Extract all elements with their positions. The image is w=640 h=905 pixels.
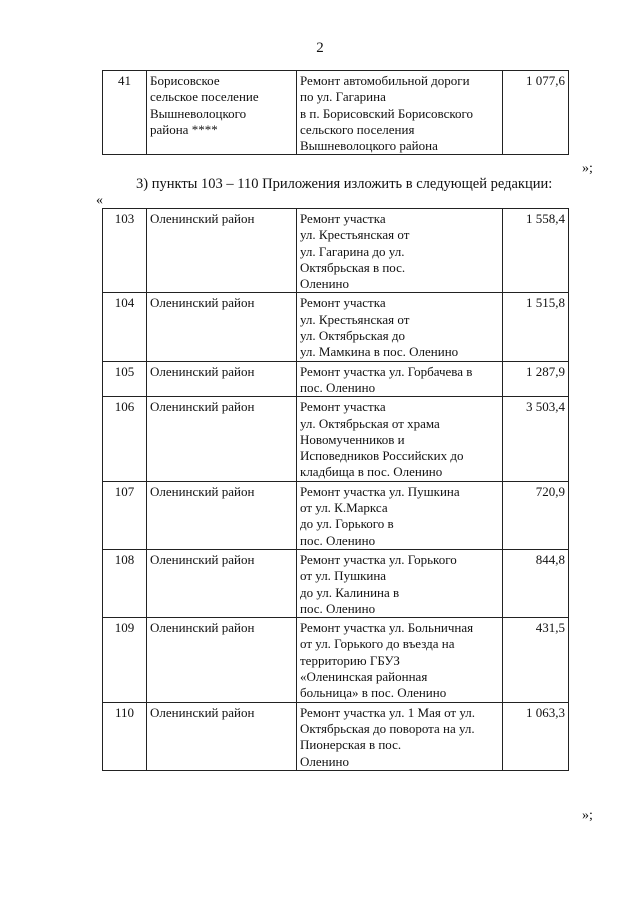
work-description [297,549,503,617]
closing-quote-bottom: »; [582,808,593,823]
cell-line: от ул. К.Маркса [300,500,388,516]
item-number: 106 [103,397,147,481]
cell-line: до ул. Калинина в [300,584,400,600]
amount-cell: 1 287,9 [503,361,569,397]
table-row [103,209,569,293]
opening-quote: « [96,193,103,208]
cell-line: от ул. Пушкина [300,568,387,584]
cell-line: ул. Октябрьская от храма [300,415,440,431]
amount-cell: 1 515,8 [503,293,569,361]
cell-line: Ремонт автомобильной дороги [300,73,470,88]
work-description [297,209,503,293]
work-description [297,293,503,361]
cell-line: ул. Мамкина в пос. Оленино [300,344,459,360]
amount-cell: 431,5 [503,618,569,702]
district-cell: Оленинский район [147,702,297,770]
cell-line: территорию ГБУЗ [300,652,400,668]
item-number: 108 [103,549,147,617]
cell-line: Октябрьская в пос. [300,259,406,275]
cell-line: Исповедников Российских до [300,448,464,464]
amount-cell: 720,9 [503,481,569,549]
cell-line: в п. Борисовский Борисовского [300,105,474,121]
work-description [297,397,503,481]
table-row [103,71,569,155]
cell-line: сельского поселения [300,121,415,137]
cell-line: Новомученников и [300,431,405,447]
district-cell [147,71,297,155]
cell-line: Вышневолоцкого района [300,138,438,154]
item-number: 105 [103,361,147,397]
page-number: 2 [316,40,324,56]
work-description [297,618,503,702]
work-description [297,702,503,770]
table-row [103,397,569,481]
table-row [103,549,569,617]
item-number: 110 [103,702,147,770]
closing-quote-top: »; [582,161,593,176]
work-description [297,361,503,397]
cell-line: Ремонт участка ул. 1 Мая от ул. [300,704,475,720]
cell-line: кладбища в пос. Оленино [300,464,443,480]
cell-line: Пионерская в пос. [300,737,402,753]
top-table [102,70,569,155]
cell-line: Ремонт участка [300,211,386,226]
cell-line: Ремонт участка ул. Больничная [300,620,474,636]
cell-line: Октябрьская до поворота на ул. [300,720,475,736]
cell-line: по ул. Гагарина [300,89,386,105]
table-row [103,702,569,770]
cell-line: Ремонт участка ул. Пушкина [300,483,460,499]
work-description [297,481,503,549]
cell-line: до ул. Горького в [300,516,394,532]
item-number: 109 [103,618,147,702]
cell-line: Борисовское [150,73,220,88]
cell-line: сельское поселение [150,89,259,105]
cell-line: «Оленинская районная [300,669,428,685]
district-cell: Оленинский район [147,361,297,397]
amount-cell: 1 077,6 [503,71,569,155]
work-description [297,71,503,155]
cell-line: Вышневолоцкого [150,105,247,121]
table-row [103,481,569,549]
cell-line: Ремонт участка [300,399,386,415]
item-number: 103 [103,209,147,293]
cell-line: от ул. Горького до въезда на [300,636,455,652]
item-number: 104 [103,293,147,361]
district-cell: Оленинский район [147,549,297,617]
instruction-text: 3) пункты 103 – 110 Приложения изложить в следующей редакции: [136,176,553,192]
main-table [102,208,569,771]
cell-line: пос. Оленино [300,379,376,395]
table-row [103,361,569,397]
amount-cell: 3 503,4 [503,397,569,481]
cell-line: района **** [150,121,218,137]
table-row [103,618,569,702]
district-cell: Оленинский район [147,481,297,549]
item-number: 41 [103,71,147,155]
district-cell: Оленинский район [147,397,297,481]
cell-line: ул. Гагарина до ул. [300,243,405,259]
cell-line: больница» в пос. Оленино [300,685,447,701]
cell-line: Ремонт участка ул. Горбачева в [300,363,473,379]
amount-cell: 1 063,3 [503,702,569,770]
district-cell: Оленинский район [147,209,297,293]
amount-cell: 1 558,4 [503,209,569,293]
cell-line: Оленино [300,276,350,292]
cell-line: Ремонт участка [300,295,386,311]
district-cell: Оленинский район [147,618,297,702]
cell-line: пос. Оленино [300,532,376,548]
item-number: 107 [103,481,147,549]
cell-line: Ремонт участка ул. Горького [300,551,457,567]
cell-line: ул. Крестьянская от [300,227,410,243]
cell-line: ул. Крестьянская от [300,311,410,327]
cell-line: Оленино [300,753,350,769]
district-cell: Оленинский район [147,293,297,361]
cell-line: пос. Оленино [300,600,376,616]
table-row [103,293,569,361]
amount-cell: 844,8 [503,549,569,617]
cell-line: ул. Октябрьская до [300,328,405,344]
